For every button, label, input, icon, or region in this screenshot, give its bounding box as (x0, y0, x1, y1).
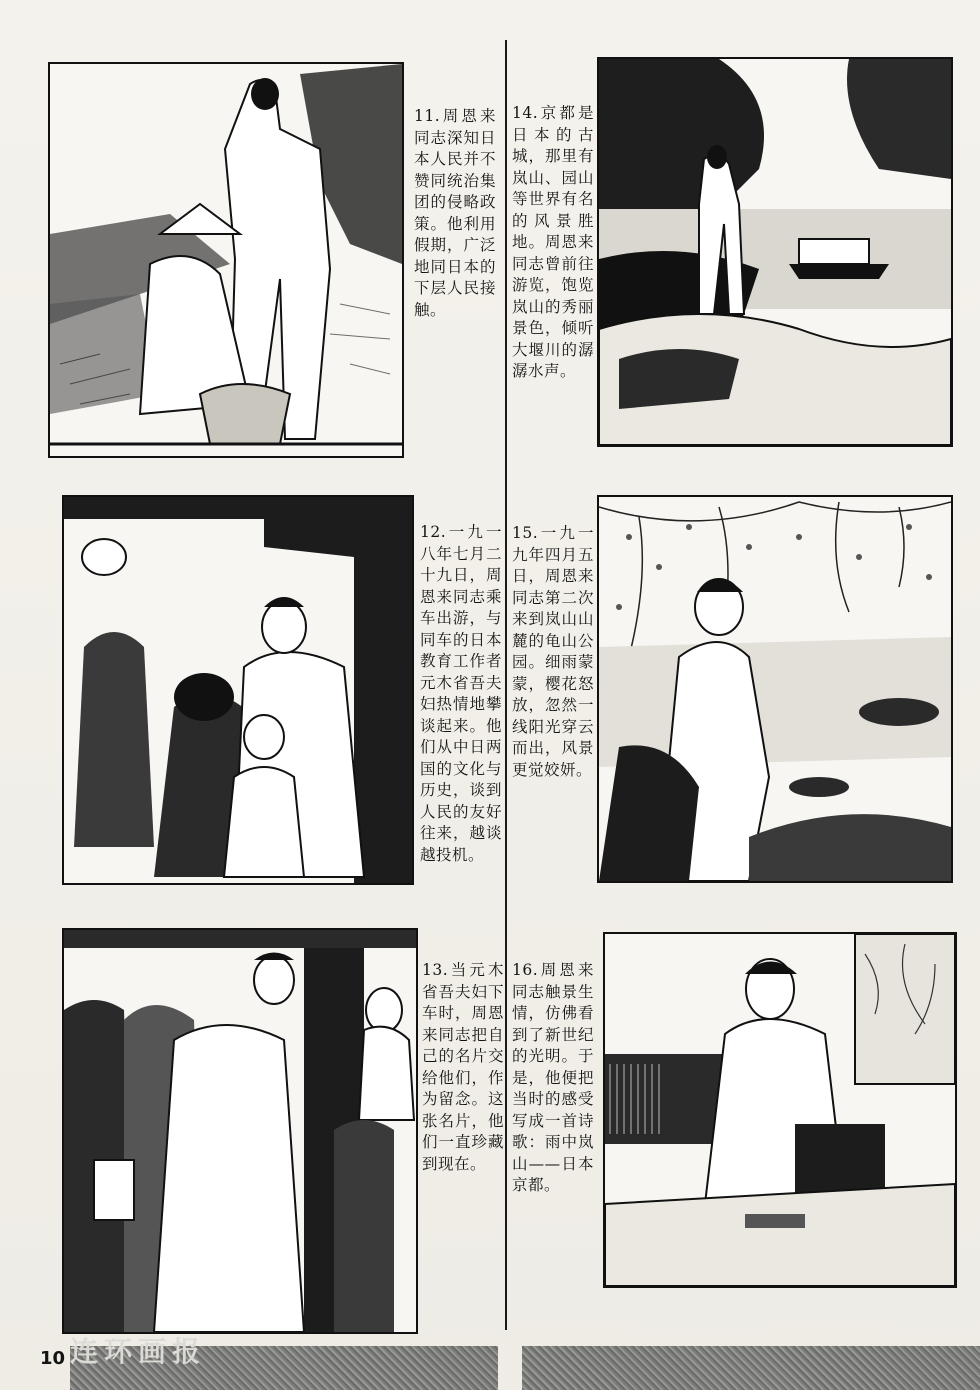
panel-15-illustration (597, 495, 953, 883)
panel-11-illustration (48, 62, 404, 458)
caption-11: 11.周恩来同志深知日本人民并不赞同统治集团的侵略政策。他利用假期，广泛地同日本的下层人民接触。 (414, 107, 496, 319)
footer-pattern-right (522, 1346, 980, 1390)
caption-15: 15.一九一九年四月五日，周恩来同志第二次来到岚山山麓的龟山公园。细雨蒙蒙，樱花怒放，忽然一线阳光穿云而出，风景更觉姣妍。 (512, 524, 594, 779)
panel-14-illustration (597, 57, 953, 447)
column-divider (505, 40, 507, 1330)
caption-14: 14.京都是日本的古城，那里有岚山、园山等世界有名的风景胜地。周恩来同志曾前往游览，饱览岚山的秀丽景色，倾听大堰川的潺潺水声。 (512, 104, 594, 380)
caption-16: 16.周恩来同志触景生情，仿佛看到了新世纪的光明。于是，他便把当时的感受写成一首诗歌：雨中岚山——日本京都。 (512, 961, 594, 1194)
page-number: 10 (40, 1348, 66, 1369)
caption-12: 12.一九一八年七月二十九日，周恩来同志乘车出游，与同车的日本教育工作者元木省吾夫妇热情地攀谈起来。他们从中日两国的文化与历史，谈到人民的友好往来，越谈越投机。 (420, 523, 502, 864)
caption-13: 13.当元木省吾夫妇下车时，周恩来同志把自己的名片交给他们，作为留念。这张名片，他们一直珍藏到现在。 (422, 961, 504, 1173)
panel-13-illustration (62, 928, 418, 1334)
panel-12-illustration (62, 495, 414, 885)
panel-16-illustration (603, 932, 957, 1288)
magazine-logo: 连环画报 (70, 1335, 207, 1368)
